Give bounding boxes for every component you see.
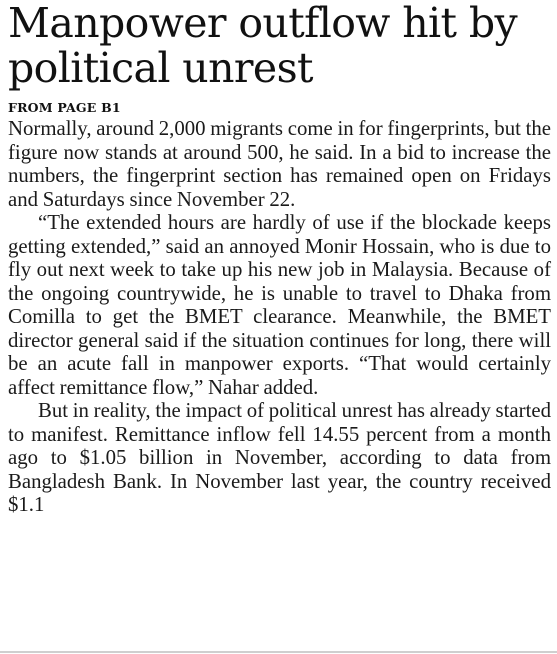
news-article xyxy=(8,0,551,517)
paragraph-1: Normally, around 2,000 migrants come in for fingerprints, but the figure now stands at around 500, he said. In a bid to increase the numbers, the fingerprint section has remained open on Fridays and Saturdays since November 22. xyxy=(8,117,551,211)
headline xyxy=(8,0,551,91)
dateline: FROM PAGE B1 xyxy=(8,100,121,115)
paragraph-3: But in reality, the impact of political unrest has already started to manifest. Remittance inflow fell 14.55 percent from a month ago to $1.05 billion in November, according to data from Bangladesh Bank. In November last year, the country received $1.1 xyxy=(8,399,551,516)
headline-line-1: Manpower outflow hit by xyxy=(8,0,518,47)
bottom-divider xyxy=(0,651,557,653)
headline-line-2: political unrest xyxy=(8,44,313,92)
paragraph-2: “The extended hours are hardly of use if the blockade keeps getting extended,” said an annoyed Monir Hossain, who is due to fly out next week to take up his new job in Malaysia. Because of the ongoing countrywide, he is unable to travel to Dhaka from Comilla to get the BMET clearance. Meanwhile, the BMET director general said if the situation continues for long, there will be an acute fall in manpower exports. “That would certainly affect remittance flow,” Nahar added. xyxy=(8,211,551,399)
